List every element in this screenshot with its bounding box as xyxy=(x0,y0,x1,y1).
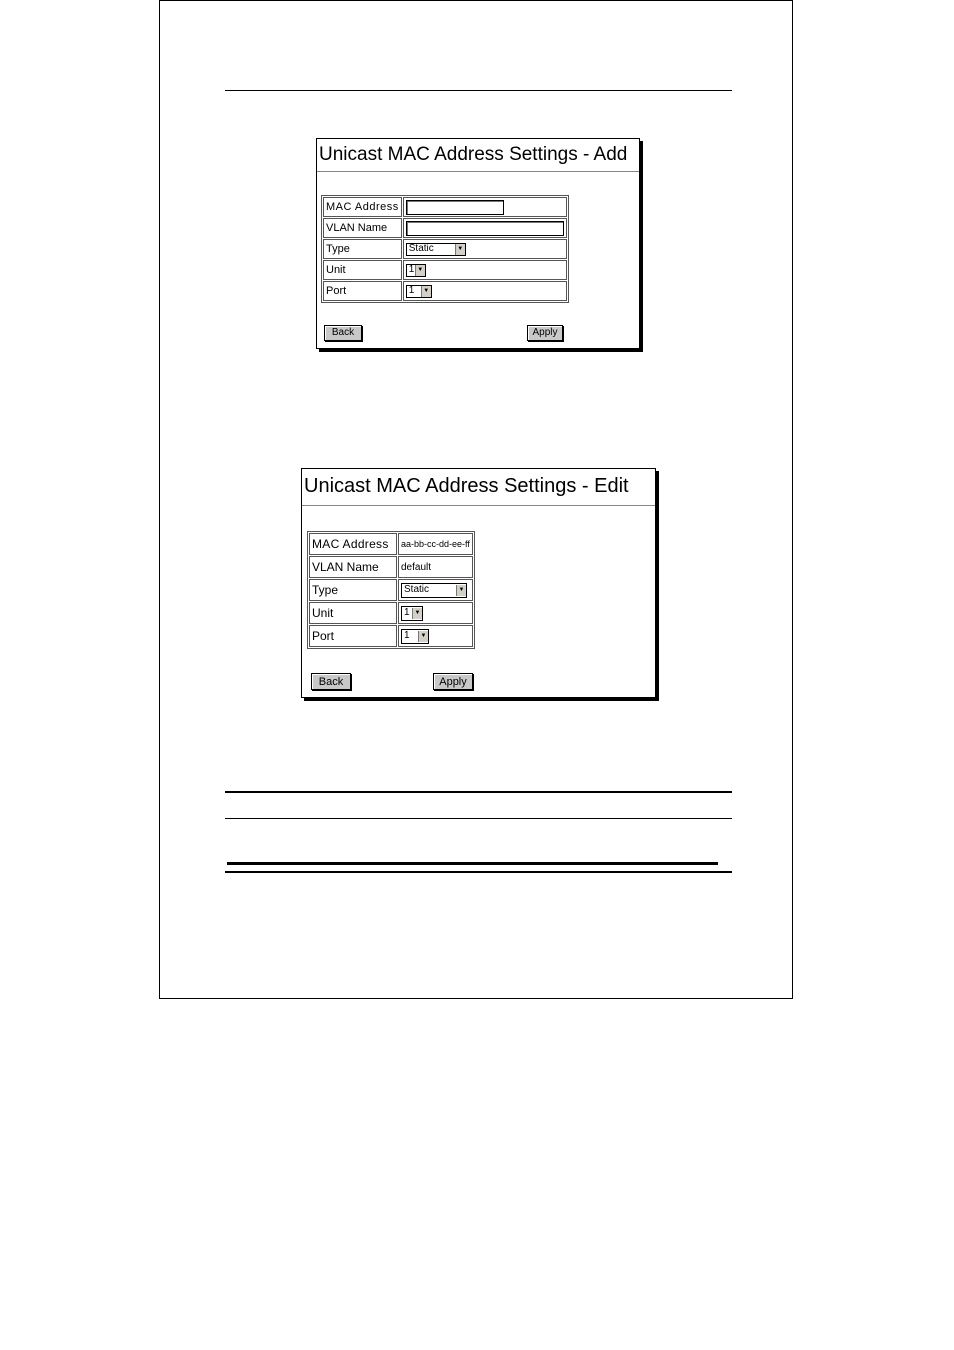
add-settings-panel xyxy=(316,138,640,349)
vlan-name-value xyxy=(398,556,473,578)
table-row xyxy=(323,218,567,238)
vlan-name-text: default xyxy=(401,562,432,573)
edit-settings-panel xyxy=(301,468,656,698)
port-label: Port xyxy=(323,281,402,301)
unit-cell xyxy=(398,602,473,624)
port-cell xyxy=(403,281,567,301)
mac-address-text: aa-bb-cc-dd-ee-ff xyxy=(401,539,470,549)
add-settings-form xyxy=(321,195,569,303)
back-button[interactable]: Back xyxy=(324,325,362,341)
table-row xyxy=(309,556,473,578)
mac-address-input[interactable] xyxy=(406,200,504,215)
unit-label: Unit xyxy=(323,260,402,280)
mac-address-cell xyxy=(403,197,567,217)
mac-address-label: MAC Address xyxy=(309,533,397,555)
page-title: Unicast MAC Address Settings - Add xyxy=(319,144,628,165)
type-label: Type xyxy=(323,239,402,259)
unit-select[interactable] xyxy=(406,264,426,277)
header-rule xyxy=(225,90,732,91)
table-double-rule-lower xyxy=(225,871,732,873)
vlan-name-input[interactable] xyxy=(406,221,564,236)
port-label: Port xyxy=(309,625,397,647)
type-label: Type xyxy=(309,579,397,601)
table-row xyxy=(323,239,567,259)
table-row xyxy=(309,625,473,647)
port-select[interactable] xyxy=(406,285,432,298)
type-select[interactable] xyxy=(401,583,467,598)
edit-settings-form xyxy=(307,531,475,649)
page-title: Unicast MAC Address Settings - Edit xyxy=(304,475,629,497)
port-cell xyxy=(398,625,473,647)
chevron-down-icon[interactable]: ▼ xyxy=(412,608,422,619)
type-select-value: Static xyxy=(408,243,434,254)
port-select-value: 1 xyxy=(408,285,415,296)
vlan-name-cell xyxy=(403,218,567,238)
type-cell xyxy=(403,239,567,259)
type-select[interactable] xyxy=(406,243,466,256)
port-select[interactable] xyxy=(401,629,429,644)
table-double-rule-upper xyxy=(227,862,718,865)
unit-label: Unit xyxy=(309,602,397,624)
table-row xyxy=(309,533,473,555)
table-row xyxy=(309,602,473,624)
unit-select[interactable] xyxy=(401,606,423,621)
type-cell xyxy=(398,579,473,601)
port-select-value: 1 xyxy=(404,630,410,641)
chevron-down-icon[interactable]: ▼ xyxy=(421,286,431,297)
mac-address-label: MAC Address xyxy=(323,197,402,217)
title-separator xyxy=(302,505,655,506)
mac-address-value xyxy=(398,533,473,555)
unit-select-value: 1 xyxy=(408,264,415,275)
table-row xyxy=(323,197,567,217)
table-row xyxy=(323,260,567,280)
vlan-name-label: VLAN Name xyxy=(323,218,402,238)
title-separator xyxy=(317,171,639,172)
table-row xyxy=(323,281,567,301)
chevron-down-icon[interactable]: ▼ xyxy=(415,265,425,276)
chevron-down-icon[interactable]: ▼ xyxy=(455,244,465,255)
vlan-name-label: VLAN Name xyxy=(309,556,397,578)
table-row xyxy=(309,579,473,601)
unit-select-value: 1 xyxy=(404,607,410,618)
back-button[interactable]: Back xyxy=(311,673,351,690)
chevron-down-icon[interactable]: ▼ xyxy=(456,585,466,596)
chevron-down-icon[interactable]: ▼ xyxy=(418,631,428,642)
apply-button[interactable]: Apply xyxy=(433,673,473,690)
type-select-value: Static xyxy=(404,584,430,595)
apply-button[interactable]: Apply xyxy=(527,325,563,341)
table-top-rule xyxy=(225,791,732,793)
unit-cell xyxy=(403,260,567,280)
table-mid-rule xyxy=(225,818,732,819)
